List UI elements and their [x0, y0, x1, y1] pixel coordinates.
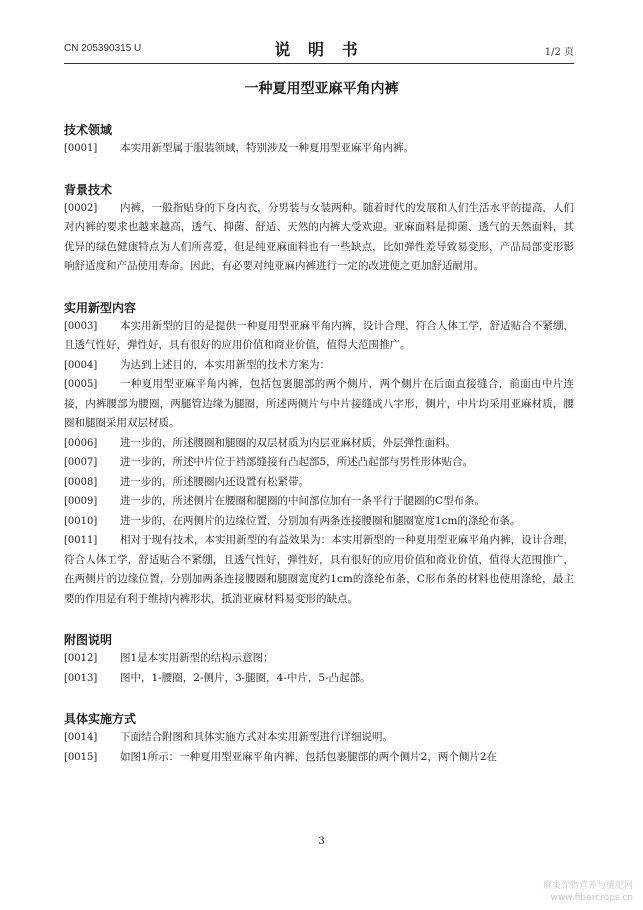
section-gap [64, 688, 574, 704]
paragraph-0006 [64, 434, 574, 454]
paragraph-0002 [64, 199, 574, 277]
document-body [64, 121, 574, 767]
paragraph-text: 图中，1-腰圈，2-侧片，3-腿圈，4-中片，5-凸起部。 [120, 671, 371, 684]
paragraph-0011 [64, 531, 574, 609]
section-heading-drawings: 附图说明 [64, 633, 113, 647]
header-divider [64, 63, 574, 64]
paragraph-0005 [64, 375, 574, 434]
paragraph-0010 [64, 512, 574, 532]
watermark-url: www.fibercrops.cn [550, 893, 633, 903]
document-type: 说 明 书 [274, 40, 364, 59]
paragraph-text: 本实用新型属于服装领域，特别涉及一种夏用型亚麻平角内裤。 [120, 142, 414, 154]
section-heading-technical-field: 技术领域 [64, 123, 113, 137]
paragraph-text: 进一步的，所述侧片在腰圈和腿圈的中间部位加有一条平行于腿圈的C型布条。 [120, 495, 486, 507]
paragraph-number: [0013] [64, 672, 98, 684]
paragraph-text: 为达到上述目的，本实用新型的技术方案为： [120, 358, 330, 371]
paragraph-0007 [64, 453, 574, 473]
paragraph-number: [0008] [64, 476, 98, 488]
section-heading-embodiments: 具体实施方式 [64, 712, 137, 726]
paragraph-number: [0015] [64, 751, 98, 763]
paragraph-number: [0005] [64, 379, 98, 390]
paragraph-text: 进一步的，所述腰圈内还设置有松紧带。 [120, 475, 309, 488]
section-gap [64, 159, 574, 175]
section-heading-utility-model-content: 实用新型内容 [64, 300, 137, 315]
site-watermark [543, 880, 633, 904]
paragraph-0008 [64, 473, 574, 493]
paragraph-number: [0010] [64, 515, 98, 527]
paragraph-text: 进一步的，所述腰圈和腿圈的双层材质为内层亚麻材质，外层弹性面料。 [120, 436, 456, 449]
paragraph-text: 进一步的，所述中片位于裆部缝接有凸起部5，所述凸起部与男性形体贴合。 [120, 456, 474, 468]
paragraph-0015 [64, 748, 574, 768]
page-indicator: 1/2 页 [544, 47, 574, 58]
paragraph-0004 [64, 356, 574, 376]
paragraph-number: [0012] [64, 653, 98, 664]
paragraph-number: [0014] [64, 732, 98, 743]
document-title: 一种夏用型亚麻平角内裤 [244, 81, 399, 97]
paragraph-0012 [64, 649, 574, 669]
publication-number: CN 205390315 U [64, 43, 142, 54]
paragraph-number: [0004] [64, 359, 98, 371]
paragraph-text: 本实用新型的目的是提供一种夏用型亚麻平角内裤，设计合理，符合人体工学，舒适贴合不紧绷，且透气性好，弹性好，具有很好的应用价值和商业价值，值得大范围推广。 [64, 319, 574, 351]
watermark-site-name: 麻类作物营养与施肥网 [542, 881, 633, 891]
paragraph-text: 一种夏用型亚麻平角内裤，包括包裹腿部的两个侧片，两个侧片在后面直接缝合，前面由中片连接，内裤腰部为腰圈，两腿管边缘为腿圈，所述两侧片与中片接缝成八字形，侧片，中片均采用亚麻材质，腰圈和腿圈采用双层材质。 [64, 378, 574, 429]
paragraph-number: [0011] [64, 535, 98, 546]
page-header [64, 40, 574, 60]
paragraph-0001 [64, 139, 574, 159]
paragraph-text: 下面结合附图和具体实施方式对本实用新型进行详细说明。 [120, 731, 393, 743]
paragraph-number: [0007] [64, 457, 98, 468]
paragraph-number: [0002] [64, 202, 98, 214]
paragraph-text: 相对于现有技术，本实用新型的有益效果为：本实用新型的一种夏用型亚麻平角内裤，设计合理，符合人体工学，舒适贴合不紧绷，且透气性好，弹性好，具有很好的应用价值和商业价值，值得大范围推广，在两侧片的边缘位置，分别加两条连接腰圈和腿圈宽度约1cm的涤纶布条，C形布条的材料也使用涤纶，最主要的作用是有利于维持内裤形状，抵消亚麻材料易变形的缺点。 [64, 534, 574, 605]
section-gap [64, 609, 574, 625]
paragraph-number: [0003] [64, 320, 98, 332]
section-heading-background: 背景技术 [64, 182, 113, 197]
paragraph-0013 [64, 669, 574, 689]
page-number: 3 [318, 836, 325, 847]
section-gap [64, 277, 574, 293]
paragraph-text: 内裤，一般指贴身的下身内衣，分男装与女装两种。随着时代的发展和人们生活水平的提高，人们对内裤的要求也越来越高，透气、抑菌、舒适、天然的内裤大受欢迎。亚麻面料是抑菌、透气的天然面料，其优异的绿色健康特点为人们所喜爱，但是纯亚麻面料也有一些缺点，比如弹性差导致易变形，产品局部变形影响舒适度和产品使用寿命。因此，有必要对纯亚麻内裤进行一定的改进使之更加舒适耐用。 [64, 201, 574, 272]
paragraph-0009 [64, 492, 574, 512]
paragraph-0003 [64, 317, 574, 356]
paragraph-number: [0006] [64, 437, 98, 449]
paragraph-text: 图1是本实用新型的结构示意图； [120, 652, 274, 664]
paragraph-number: [0001] [64, 143, 98, 154]
paragraph-0014 [64, 728, 574, 748]
paragraph-text: 如图1所示：一种夏用型亚麻平角内裤，包括包裹腿部的两个侧片2，两个侧片2在 [120, 750, 498, 763]
paragraph-number: [0009] [64, 496, 98, 507]
paragraph-text: 进一步的，在两侧片的边缘位置，分别加有两条连接腰圈和腿圈宽度1cm的涤纶布条。 [120, 514, 521, 527]
